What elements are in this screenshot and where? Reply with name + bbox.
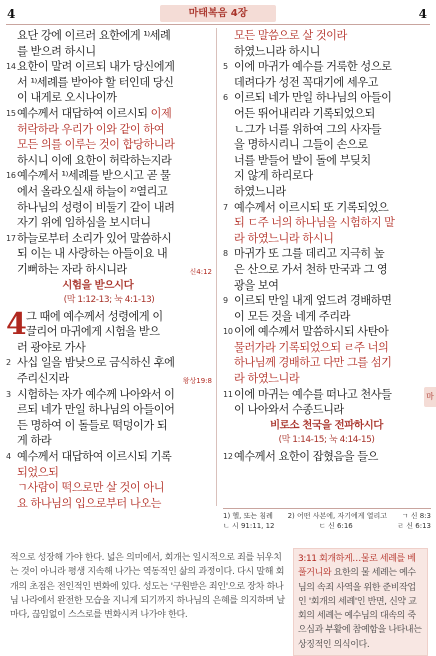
- verse-number: 17: [6, 233, 16, 243]
- verse-text: 르되 네가 만일 하나님의 아들이어: [17, 403, 175, 417]
- verse-text: 너를 받들어 발이 돌에 부딪치: [234, 153, 371, 167]
- verse-line: [6, 355, 212, 371]
- page-header: [0, 0, 436, 26]
- page-number-right: 4: [418, 7, 427, 21]
- verse-line: [223, 231, 430, 247]
- verse-text: 요 하나님의 입으로부터 나오는: [17, 496, 161, 510]
- verse-text: 허락하라 우리가 이와 같이 하여: [17, 122, 165, 136]
- verse-line: [6, 433, 212, 449]
- verse-line: [223, 153, 430, 169]
- footnote: ㄴ 시 91:11, 12: [223, 521, 275, 530]
- verse-line: [223, 355, 430, 371]
- verse-text: 이 내게로 오시나이까: [17, 91, 117, 105]
- verse-line: [223, 215, 430, 231]
- verse-text: 이에 마귀는 예수를 떠나고 천사들: [234, 387, 392, 401]
- verse-line: [6, 262, 212, 278]
- chapter-title: 마태복음 4장: [160, 5, 276, 22]
- verse-number: 16: [6, 171, 16, 181]
- verse-text: 하였느니라 하시니: [234, 44, 320, 58]
- verse-text: 하나님의 성령이 비둘기 같이 내려: [17, 200, 175, 214]
- verse-line: [6, 184, 212, 200]
- verse-line: [6, 153, 212, 169]
- verse-text: 예수께서 요한이 잡혔음을 들으: [234, 450, 378, 464]
- section-heading: 시험을 받으시다: [62, 278, 134, 291]
- verse-text: 이 나아와서 수종드니라: [234, 403, 344, 417]
- verse-text: 라 하였느니라 하시니: [234, 231, 334, 245]
- verse-line: [6, 75, 212, 91]
- verse-text: 사십 일을 밤낮으로 금식하신 후에: [17, 356, 175, 370]
- footnote: ㄷ 신 6:16: [319, 521, 353, 530]
- study-note-box: [293, 548, 428, 656]
- verse-text: 되 ㄷ주 너의 하나님을 시험하지 말: [234, 216, 395, 230]
- verse-text: 에서 올라오실새 하늘이 ²⁾열리고: [17, 184, 168, 198]
- verse-text: 서 ¹⁾세례를 받아야 할 터인데 당신: [17, 75, 174, 89]
- verse-number: 10: [223, 327, 233, 337]
- verse-line: [223, 90, 430, 106]
- study-note-text: 요한의 물 세례는 예수님의 속죄 사역을 위한 준비작업인 '회개의 세례'인 반면, 신약 교회의 세례는 예수님의 대속의 죽으심과 부활에 참예함을 나타내는 상징적인 의식이다.: [298, 568, 422, 650]
- verse-text: 게 하라: [17, 434, 52, 448]
- verse-text: 물러가라 기록되었으되 ㄹ주 너의: [234, 340, 389, 354]
- verse-text: 이르되 만일 내게 엎드려 경배하면: [234, 294, 392, 308]
- verse-text: 시험하는 자가 예수께 나아와서 이: [17, 387, 175, 401]
- verse-text: 하시니 이에 요한이 허락하는지라: [17, 153, 172, 167]
- verse-line: [6, 59, 212, 75]
- verse-text: 지 않게 하리로다: [234, 169, 313, 183]
- verse-number: 5: [223, 62, 228, 72]
- commentary-note: 적으로 성장해 가야 한다. 넓은 의미에서, 회개는 일시적으로 죄를 뉘우치는 것이 아니라 평생 지속해 나가는 역동적인 삶의 과정이다. 다시 말해 회개의 초점은 전인적인 변화에 있다. 성도는 '구원받은 죄인'으로 장차 하나님 나라에서 완전한 모습을 지니게 되기까지 하나님의 은혜를 의지하며 날마다, 끊임없이 스스로를 변화시켜 나가야 한다.: [10, 553, 285, 621]
- verse-text: 하나님께 경배하고 다만 그를 섬기: [234, 356, 392, 370]
- verse-text: 를 받으려 하시니: [17, 44, 96, 58]
- footnote-row: [223, 522, 431, 532]
- column-divider: [216, 28, 217, 506]
- verse-number: 14: [6, 62, 16, 72]
- verse-line: [223, 246, 430, 262]
- verse-line: [6, 324, 212, 340]
- verse-line: [223, 137, 430, 153]
- verse-text: 되 이는 내 사랑하는 아들이요 내: [17, 247, 168, 261]
- verse-line: [223, 262, 430, 278]
- verse-text: 이르되 네가 만일 하나님의 아들이: [234, 91, 392, 105]
- verse-text: 모든 의를 이루는 것이 합당하니라: [17, 138, 175, 152]
- footnote: ㄹ 신 6:13: [397, 521, 431, 530]
- verse-number: 6: [223, 93, 228, 103]
- verse-text: 예수께서 대답하여 이르시되 이제: [17, 106, 172, 120]
- verse-number: 8: [223, 249, 228, 259]
- verse-text: ㄱ사람이 떡으로만 살 것이 아니: [17, 481, 165, 495]
- verse-line: [223, 200, 430, 216]
- verse-text: 예수께서 대답하여 이르시되 기록: [17, 450, 172, 464]
- left-column: [6, 28, 212, 511]
- verse-line: [6, 28, 212, 44]
- verse-line: [223, 184, 430, 200]
- verse-text: 이에 예수께서 말씀하시되 사탄아: [234, 325, 389, 339]
- verse-text: 예수께서 ¹⁾세례를 받으시고 곧 물: [17, 169, 171, 183]
- verse-text: 이 모든 것을 네게 주리라: [234, 309, 350, 323]
- verse-line: [223, 28, 430, 44]
- verse-text: 기뻐하는 자라 하시니라: [17, 262, 127, 276]
- verse-text: 은 산으로 가서 천하 만국과 그 영: [234, 262, 388, 276]
- verse-line: [223, 44, 430, 60]
- verse-line: [223, 75, 430, 91]
- verse-text: 든 명하여 이 돌들로 떡덩이가 되: [17, 418, 168, 432]
- verse-text: 요단 강에 이르러 요한에게 ¹⁾세례: [17, 29, 171, 42]
- verse-text: 주리신지라: [17, 372, 69, 386]
- verse-line: [6, 371, 212, 387]
- footnote: ㄱ 신 8:3: [401, 512, 431, 520]
- verse-line: [6, 215, 212, 231]
- cross-reference: 왕상19:8: [182, 377, 212, 386]
- verse-text: 그 때에 예수께서 성령에게 이: [26, 309, 163, 323]
- verse-text: 을 명하시리니 그들이 손으로: [234, 138, 368, 152]
- book-index-tab[interactable]: 마: [424, 387, 436, 407]
- verse-line: [6, 168, 212, 184]
- verse-text: 끌리어 마귀에게 시험을 받으: [26, 325, 160, 339]
- section-parallel-reference: (막 1:12-13; 눅 4:1-13): [63, 295, 155, 306]
- verse-line: [6, 231, 212, 247]
- verse-text: 이에 마귀가 예수를 거룩한 성으로: [234, 60, 392, 74]
- footnotes: [223, 508, 431, 538]
- verse-number: 11: [223, 389, 233, 399]
- verse-line: [223, 324, 430, 340]
- verse-line: [223, 168, 430, 184]
- verse-text: 모든 말씀으로 살 것이라: [234, 29, 347, 42]
- verse-line: [223, 122, 430, 138]
- verse-number: 2: [6, 358, 11, 368]
- verse-text: 되었으되: [17, 465, 59, 479]
- verse-text: 어든 뛰어내리라 기록되었으되: [234, 106, 375, 120]
- verse-text: 자기 위에 임하심을 보시더니: [17, 216, 151, 230]
- verse-line: [223, 59, 430, 75]
- verse-line: [6, 340, 212, 356]
- verse-line: [6, 44, 212, 60]
- verse-line: [223, 387, 430, 403]
- verse-line: [223, 309, 430, 325]
- study-note-heading: 3:11 회개하게…물로 세례를 베풀거니와: [298, 554, 416, 579]
- verse-line: [223, 449, 430, 465]
- footnote: 1) 헬, 또는 침례: [223, 512, 273, 520]
- verse-line: [223, 293, 430, 309]
- verse-line: [223, 106, 430, 122]
- verse-text: 예수께서 이르시되 또 기록되었으: [234, 200, 389, 214]
- verse-line: [6, 418, 212, 434]
- verse-text: ㄴ그가 너를 위하여 그의 사자들: [234, 122, 382, 136]
- verse-number: 15: [6, 108, 16, 118]
- verse-text: 하였느니라: [234, 184, 286, 198]
- cross-reference: 신4:12: [189, 267, 212, 276]
- verse-line: [6, 90, 212, 106]
- verse-number: 7: [223, 202, 228, 212]
- verse-line: [6, 387, 212, 403]
- chapter-number: 4: [6, 306, 27, 342]
- verse-line: [223, 371, 430, 387]
- verse-number: 3: [6, 389, 11, 399]
- verse-line: [223, 278, 430, 294]
- verse-text: 러 광야로 가사: [17, 340, 86, 354]
- footnote-row: [223, 512, 431, 522]
- verse-line: [6, 480, 212, 496]
- verse-line: [6, 122, 212, 138]
- section-parallel-reference: (막 1:14-15; 눅 4:14-15): [278, 435, 375, 446]
- verse-line: [6, 402, 212, 418]
- commentary-area: [0, 540, 436, 650]
- verse-line: [223, 402, 430, 418]
- verse-number: 9: [223, 296, 228, 306]
- footnote: 2) 어떤 사본에, 자기에게 열리고: [287, 512, 388, 520]
- right-column: [223, 28, 430, 465]
- verse-text: 요한이 말려 이르되 내가 당신에게: [17, 60, 175, 74]
- verse-line: [6, 449, 212, 465]
- verse-number: 12: [223, 452, 233, 462]
- verse-line: [6, 200, 212, 216]
- section-heading: 비로소 천국을 전파하시다: [269, 418, 384, 431]
- verse-text: 라 하였느니라: [234, 372, 300, 386]
- verse-number: 4: [6, 452, 11, 462]
- verse-line: [6, 465, 212, 481]
- verse-line: [6, 246, 212, 262]
- verse-text: 하늘로부터 소리가 있어 말씀하시: [17, 231, 172, 245]
- header-rule: [6, 24, 430, 25]
- verse-line: [223, 340, 430, 356]
- verse-line: [6, 309, 212, 325]
- page-number-left: 4: [7, 7, 16, 21]
- verse-line: [6, 137, 212, 153]
- verse-text: 데려다가 성전 꼭대기에 세우고: [234, 75, 378, 89]
- verse-text: 광을 보여: [234, 278, 279, 292]
- verse-text: 마귀가 또 그를 데리고 지극히 높: [234, 247, 385, 261]
- verse-line: [6, 106, 212, 122]
- verse-line: [6, 496, 212, 512]
